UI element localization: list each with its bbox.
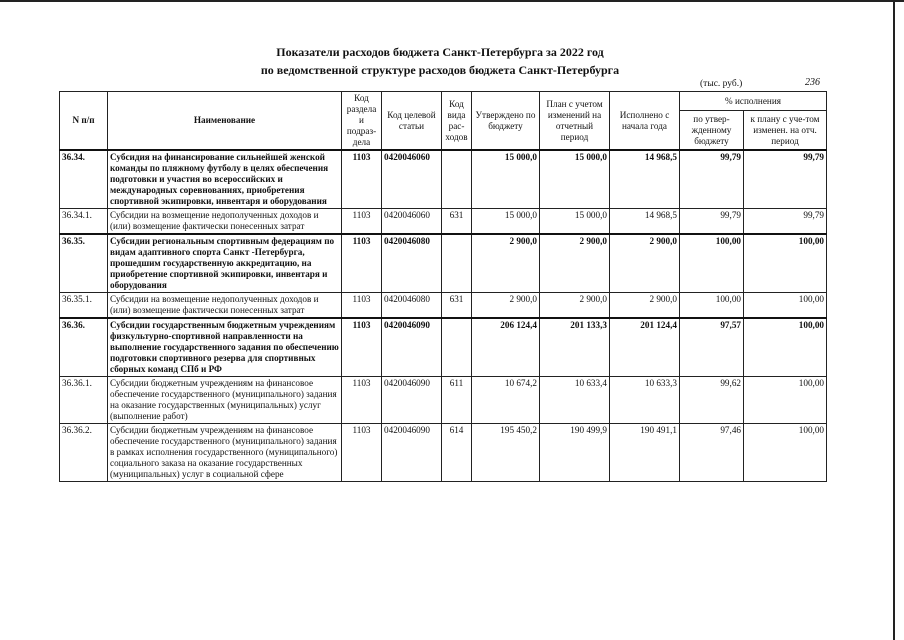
row-num: 36.35.1. xyxy=(60,293,108,319)
col-name: Наименование xyxy=(108,92,342,151)
row-section: 1103 xyxy=(342,377,382,424)
col-executed: Исполнено с начала года xyxy=(610,92,680,151)
row-type: 614 xyxy=(442,424,472,482)
table-row xyxy=(60,150,827,209)
col-pct-approved: по утвер-жденному бюджету xyxy=(680,111,744,150)
scan-border-top xyxy=(0,0,904,2)
row-executed: 14 968,5 xyxy=(610,209,680,235)
row-pct-plan: 99,79 xyxy=(744,150,827,209)
row-pct-approved: 99,79 xyxy=(680,150,744,209)
col-pct-plan: к плану с уче-том изменен. на отч. период xyxy=(744,111,827,150)
row-target: 0420046090 xyxy=(382,377,442,424)
col-expense-type: Код вида рас-ходов xyxy=(442,92,472,151)
row-plan: 15 000,0 xyxy=(540,150,610,209)
row-num: 36.36. xyxy=(60,318,108,377)
row-pct-plan: 100,00 xyxy=(744,234,827,293)
row-type xyxy=(442,150,472,209)
row-type xyxy=(442,318,472,377)
row-pct-plan: 100,00 xyxy=(744,318,827,377)
row-target: 0420046090 xyxy=(382,318,442,377)
row-executed: 14 968,5 xyxy=(610,150,680,209)
row-pct-approved: 99,62 xyxy=(680,377,744,424)
row-name: Субсидии государственным бюджетным учреждениям физкультурно-спортивной направленности на выполнение государственного задания по обеспечению подготовки спортивного резерва для спортивных сборных команд СПб и РФ xyxy=(108,318,342,377)
col-target-code: Код целевой статьи xyxy=(382,92,442,151)
title-line-2: по ведомственной структуре расходов бюджета Санкт-Петербурга xyxy=(260,63,620,77)
row-section: 1103 xyxy=(342,293,382,319)
row-plan: 201 133,3 xyxy=(540,318,610,377)
row-approved: 2 900,0 xyxy=(472,234,540,293)
row-name: Субсидии на возмещение недополученных доходов и (или) возмещение фактически понесенных затрат xyxy=(108,293,342,319)
unit-label: (тыс. руб.) xyxy=(700,79,743,89)
row-target: 0420046060 xyxy=(382,150,442,209)
row-approved: 206 124,4 xyxy=(472,318,540,377)
row-num: 36.35. xyxy=(60,234,108,293)
row-name: Субсидии на возмещение недополученных доходов и (или) возмещение фактически понесенных затрат xyxy=(108,209,342,235)
row-pct-approved: 100,00 xyxy=(680,234,744,293)
row-num: 36.34.1. xyxy=(60,209,108,235)
row-target: 0420046090 xyxy=(382,424,442,482)
row-section: 1103 xyxy=(342,209,382,235)
row-executed: 10 633,3 xyxy=(610,377,680,424)
row-approved: 195 450,2 xyxy=(472,424,540,482)
table-row xyxy=(60,377,827,424)
row-num: 36.36.1. xyxy=(60,377,108,424)
row-approved: 10 674,2 xyxy=(472,377,540,424)
row-type: 631 xyxy=(442,293,472,319)
row-pct-plan: 100,00 xyxy=(744,293,827,319)
table-row xyxy=(60,424,827,482)
row-name: Субсидии бюджетным учреждениям на финансовое обеспечение государственного (муниципального) задания на оказание государственных (муниципальных) услуг (выполнение работ) xyxy=(108,377,342,424)
table-row xyxy=(60,234,827,293)
row-name: Субсидия на финансирование сильнейшей женской команды по пляжному футболу в целях обеспечения подготовки и участия во всероссийских и международных соревнованиях, приобретения спортивной экипировки, инвентаря и оборудования xyxy=(108,150,342,209)
row-executed: 190 491,1 xyxy=(610,424,680,482)
row-approved: 15 000,0 xyxy=(472,150,540,209)
row-executed: 201 124,4 xyxy=(610,318,680,377)
table-row xyxy=(60,318,827,377)
row-plan: 190 499,9 xyxy=(540,424,610,482)
row-type: 611 xyxy=(442,377,472,424)
row-pct-plan: 100,00 xyxy=(744,377,827,424)
table-row xyxy=(60,293,827,319)
row-name: Субсидии бюджетным учреждениям на финансовое обеспечение государственного (муниципального) задания в рамках исполнения государственного (муниципального) социального заказа на оказание государственных (муниципальных) услуг в социальной сфере xyxy=(108,424,342,482)
document-title xyxy=(140,43,740,79)
row-section: 1103 xyxy=(342,234,382,293)
row-type xyxy=(442,234,472,293)
row-executed: 2 900,0 xyxy=(610,234,680,293)
row-pct-approved: 99,79 xyxy=(680,209,744,235)
row-executed: 2 900,0 xyxy=(610,293,680,319)
col-plan: План с учетом изменений на отчетный период xyxy=(540,92,610,151)
row-pct-plan: 99,79 xyxy=(744,209,827,235)
row-approved: 2 900,0 xyxy=(472,293,540,319)
scan-border-right xyxy=(893,0,895,640)
header-row-1 xyxy=(60,92,827,111)
row-pct-approved: 97,57 xyxy=(680,318,744,377)
budget-table xyxy=(59,91,827,482)
title-line-1: Показатели расходов бюджета Санкт-Петербурга за 2022 год xyxy=(276,45,604,59)
row-num: 36.34. xyxy=(60,150,108,209)
col-percent-group: % исполнения xyxy=(680,92,827,111)
row-section: 1103 xyxy=(342,150,382,209)
row-approved: 15 000,0 xyxy=(472,209,540,235)
row-type: 631 xyxy=(442,209,472,235)
row-pct-plan: 100,00 xyxy=(744,424,827,482)
col-num: N п/п xyxy=(60,92,108,151)
row-pct-approved: 97,46 xyxy=(680,424,744,482)
col-approved: Утверждено по бюджету xyxy=(472,92,540,151)
row-plan: 10 633,4 xyxy=(540,377,610,424)
table-row xyxy=(60,209,827,235)
row-name: Субсидии региональным спортивным федерациям по видам адаптивного спорта Санкт -Петербурга, прошедшим государственную аккредитацию, на приобретение спортивной экипировки, инвентаря и оборудования xyxy=(108,234,342,293)
row-section: 1103 xyxy=(342,424,382,482)
row-plan: 15 000,0 xyxy=(540,209,610,235)
page-number: 236 xyxy=(805,77,820,88)
row-plan: 2 900,0 xyxy=(540,293,610,319)
row-pct-approved: 100,00 xyxy=(680,293,744,319)
row-target: 0420046080 xyxy=(382,234,442,293)
col-section-code: Код раздела и подраз-дела xyxy=(342,92,382,151)
row-num: 36.36.2. xyxy=(60,424,108,482)
row-plan: 2 900,0 xyxy=(540,234,610,293)
row-target: 0420046080 xyxy=(382,293,442,319)
row-section: 1103 xyxy=(342,318,382,377)
row-target: 0420046060 xyxy=(382,209,442,235)
